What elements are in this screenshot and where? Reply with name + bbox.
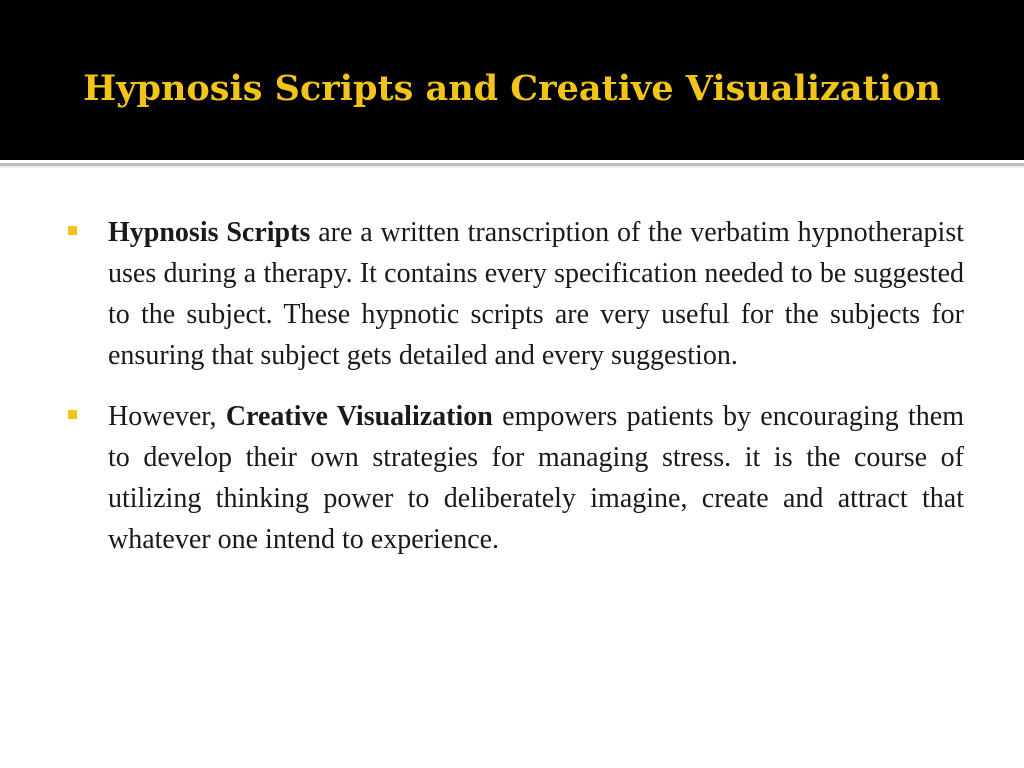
square-bullet-icon bbox=[68, 410, 77, 419]
bullet-rest: are a written transcription of the verbatim hypnotherapist uses during a therapy. It contains every specification needed to be suggested to the subject. These hypnotic scripts are very useful for the subjects for ensuring that subject gets detailed and every suggestion. bbox=[108, 217, 964, 371]
bullet-text bbox=[108, 212, 964, 376]
bullet-text bbox=[108, 396, 964, 560]
bullet-item-creative-visualization bbox=[68, 396, 964, 560]
title-divider-bottom bbox=[0, 166, 1024, 168]
bullet-list bbox=[68, 212, 964, 580]
bullet-rest: empowers patients by encouraging them to develop their own strategies for managing stress. it is the course of utilizing thinking power to deliberately imagine, create and attract that whatever one intend to experience. bbox=[108, 401, 965, 555]
square-bullet-icon bbox=[68, 226, 77, 235]
bullet-lead: However, bbox=[108, 401, 226, 432]
bullet-item-hypnosis-scripts bbox=[68, 212, 964, 376]
bullet-bold-term: Creative Visualization bbox=[225, 401, 493, 432]
bullet-bold-term: Hypnosis Scripts bbox=[108, 217, 311, 248]
slide-title: Hypnosis Scripts and Creative Visualization bbox=[83, 68, 941, 109]
